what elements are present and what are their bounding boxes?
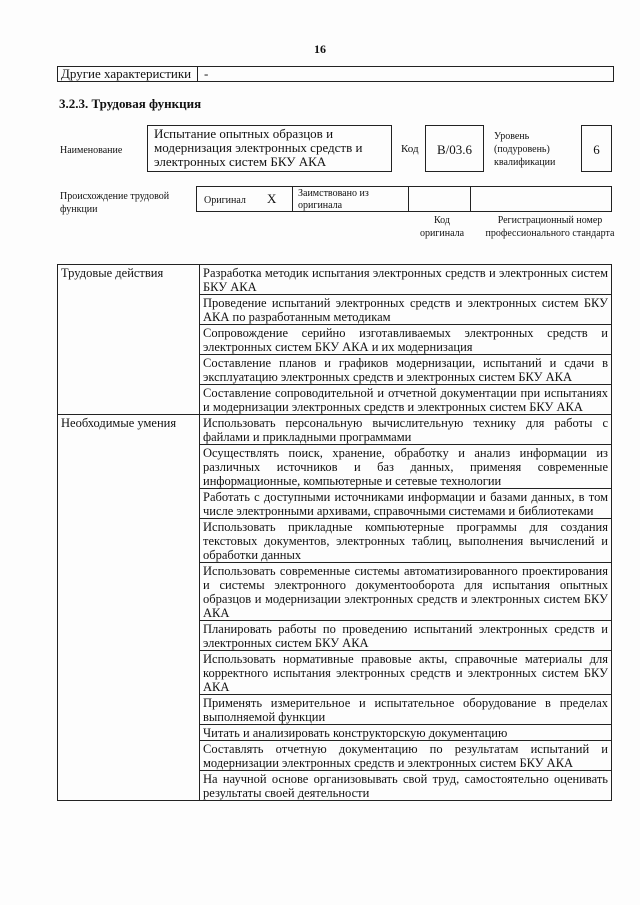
name-label: Наименование (60, 145, 123, 156)
registration-number-cell (470, 186, 612, 212)
origin-row (196, 186, 612, 212)
function-details-table (57, 264, 612, 801)
labor-action-item: Проведение испытаний электронных средств и электронных систем БКУ АКА по разработанным методикам (200, 295, 612, 325)
page-number: 16 (314, 42, 326, 56)
skill-item: Осуществлять поиск, хранение, обработку и анализ информации из различных источников и баз данных, применяя современные информационные, компьютерные и сетевые технологии (200, 445, 612, 489)
section-title: 3.2.3. Трудовая функция (59, 96, 202, 111)
original-code-cell (408, 186, 471, 212)
code-label: Код (401, 143, 419, 155)
required-skills-label: Необходимые умения (58, 415, 200, 801)
original-label: Оригинал (204, 195, 246, 206)
function-name-box: Испытание опытных образцов и модернизация электронных средств и электронных систем БКУ АКА (147, 125, 392, 172)
origin-label: Происхождение трудовой функции (60, 191, 170, 215)
labor-action-item: Разработка методик испытания электронных средств и электронных систем БКУ АКА (200, 265, 612, 295)
qualification-level-box: 6 (581, 125, 612, 172)
original-mark: X (267, 191, 277, 206)
labor-action-item: Составление сопроводительной и отчетной документации при испытаниях и модернизации электронных средств и электронных систем БКУ АКА (200, 385, 612, 415)
skill-item: Составлять отчетную документацию по результатам испытаний и модернизации электронных средств и электронных систем БКУ АКА (200, 741, 612, 771)
skill-item: Читать и анализировать конструкторскую документацию (200, 725, 612, 741)
skill-item: Работать с доступными источниками информации и базами данных, в том числе электронными архивами, справочными системами и библиотеками (200, 489, 612, 519)
borrowed-label: Заимствовано из оригинала (298, 188, 369, 211)
other-characteristics-row (57, 66, 614, 82)
table-row (58, 265, 612, 295)
labor-actions-label: Трудовые действия (58, 265, 200, 415)
qualification-level-label: Уровень (подуровень) квалификации (494, 131, 556, 168)
table-row (58, 415, 612, 445)
other-characteristics-value: - (204, 66, 209, 81)
cell-divider (197, 67, 198, 81)
function-code-box: B/03.6 (425, 125, 484, 172)
skill-item: Применять измерительное и испытательное оборудование в пределах выполняемой функции (200, 695, 612, 725)
borrowed-cell (292, 186, 409, 212)
original-cell (196, 186, 293, 212)
skill-item: Использовать прикладные компьютерные программы для создания текстовых документов, электронных таблиц, выполнения вычислений и обработки данных (200, 519, 612, 563)
other-characteristics-label: Другие характеристики (61, 66, 192, 81)
labor-action-item: Сопровождение серийно изготавливаемых электронных средств и электронных систем БКУ АКА и их модернизация (200, 325, 612, 355)
skill-item: Использовать нормативные правовые акты, справочные материалы для корректного испытания электронных средств и электронных систем БКУ АКА (200, 651, 612, 695)
labor-action-item: Составление планов и графиков модернизации, испытаний и сдачи в эксплуатацию электронных средств и электронных систем БКУ АКА (200, 355, 612, 385)
skill-item: Планировать работы по проведению испытаний электронных средств и электронных систем БКУ АКА (200, 621, 612, 651)
skill-item: На научной основе организовывать свой труд, самостоятельно оценивать результаты своей деятельности (200, 771, 612, 801)
original-code-caption: Код оригинала (419, 215, 465, 239)
skill-item: Использовать персональную вычислительную технику для работы с файлами и прикладными программами (200, 415, 612, 445)
skill-item: Использовать современные системы автоматизированного проектирования и системы электронного документооборота для испытания опытных образцов и модернизации электронных средств и электронных систем БКУ АКА (200, 563, 612, 621)
registration-number-caption: Регистрационный номер профессионального стандарта (485, 215, 615, 239)
